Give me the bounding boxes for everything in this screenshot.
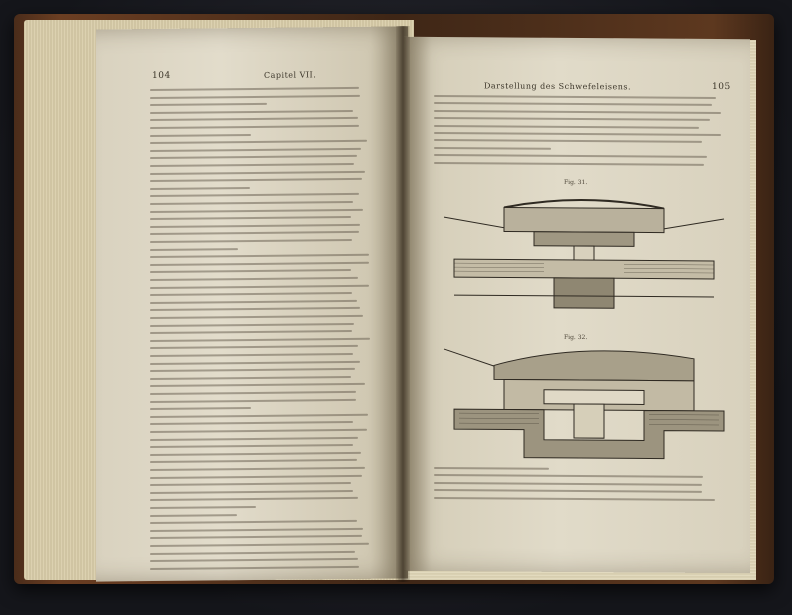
text-line xyxy=(434,95,716,99)
text-line xyxy=(150,360,360,364)
text-line xyxy=(434,162,704,166)
figure-label-2: Fig. 32. xyxy=(564,333,588,342)
text-line xyxy=(150,224,360,228)
text-line xyxy=(434,147,551,150)
text-line xyxy=(150,535,362,539)
right-running-head: Darstellung des Schwefeleisens. xyxy=(484,81,632,92)
fig1-plate xyxy=(534,232,634,247)
text-line xyxy=(434,139,702,143)
text-line xyxy=(150,414,368,418)
fig2-shaft xyxy=(574,404,604,438)
text-line xyxy=(150,345,358,349)
text-line xyxy=(150,284,369,288)
text-line xyxy=(150,292,352,296)
text-line xyxy=(150,307,360,311)
text-line xyxy=(150,254,369,258)
text-line xyxy=(150,134,251,137)
text-line xyxy=(150,452,361,456)
text-line xyxy=(150,187,250,190)
text-line xyxy=(434,497,715,501)
text-line xyxy=(150,110,353,114)
text-line xyxy=(150,216,351,220)
text-line xyxy=(150,376,351,380)
text-line xyxy=(434,132,721,136)
text-line xyxy=(434,125,699,129)
text-line xyxy=(150,208,363,212)
fig1-base xyxy=(454,259,714,279)
fig1-foundation xyxy=(554,278,614,308)
figure-label-1: Fig. 31. xyxy=(564,178,588,187)
fig1-chamber xyxy=(504,207,664,232)
text-line xyxy=(150,474,362,478)
text-line xyxy=(150,239,352,243)
text-line xyxy=(150,201,353,205)
left-running-head: Capitel VII. xyxy=(264,70,317,80)
text-line xyxy=(150,125,359,129)
text-line xyxy=(150,391,356,395)
text-line xyxy=(150,566,359,570)
text-line xyxy=(150,444,353,448)
text-line xyxy=(150,514,237,517)
text-line xyxy=(150,193,359,197)
text-line xyxy=(150,231,359,235)
text-line xyxy=(150,155,357,159)
text-line xyxy=(434,482,702,486)
text-line xyxy=(150,315,363,319)
left-page xyxy=(96,26,408,581)
text-line xyxy=(150,148,361,152)
text-line xyxy=(150,383,365,387)
text-line xyxy=(150,551,355,555)
right-page-number: 105 xyxy=(712,81,731,93)
text-line xyxy=(150,353,353,357)
text-line xyxy=(150,436,358,440)
text-line xyxy=(150,497,358,501)
text-line xyxy=(434,467,549,470)
text-line xyxy=(150,558,358,562)
figure-1-engraving xyxy=(434,187,734,329)
text-line xyxy=(150,300,357,304)
text-line xyxy=(150,178,362,182)
text-line xyxy=(150,140,367,144)
text-line xyxy=(434,474,703,478)
text-line xyxy=(434,489,702,493)
text-line xyxy=(150,117,358,121)
fig2-roof xyxy=(494,350,694,381)
book-gutter xyxy=(396,26,410,582)
text-line xyxy=(150,520,357,524)
text-line xyxy=(434,117,710,121)
text-line xyxy=(434,102,712,106)
text-line xyxy=(150,528,363,532)
text-line xyxy=(150,482,351,486)
text-line xyxy=(150,368,355,372)
text-line xyxy=(434,154,707,158)
fig2-interior xyxy=(544,390,644,405)
text-line xyxy=(150,399,356,403)
text-line xyxy=(150,330,352,334)
text-line xyxy=(150,459,357,463)
text-line xyxy=(150,94,360,98)
right-page xyxy=(404,37,750,573)
text-line xyxy=(150,262,369,266)
text-line xyxy=(150,543,369,547)
text-line xyxy=(150,103,267,106)
text-line xyxy=(150,338,370,342)
text-line xyxy=(150,277,358,281)
text-line xyxy=(150,87,359,91)
figure-2-engraving xyxy=(434,339,734,461)
text-line xyxy=(150,407,251,410)
text-line xyxy=(434,110,721,114)
text-line xyxy=(150,170,365,174)
text-line xyxy=(150,490,353,494)
left-page-number: 104 xyxy=(152,70,171,82)
text-line xyxy=(150,506,256,509)
text-line xyxy=(150,323,354,327)
text-line xyxy=(150,429,367,433)
text-line xyxy=(150,248,238,251)
text-line xyxy=(150,421,353,425)
text-line xyxy=(150,269,351,273)
text-line xyxy=(150,467,365,471)
text-line xyxy=(150,163,354,167)
